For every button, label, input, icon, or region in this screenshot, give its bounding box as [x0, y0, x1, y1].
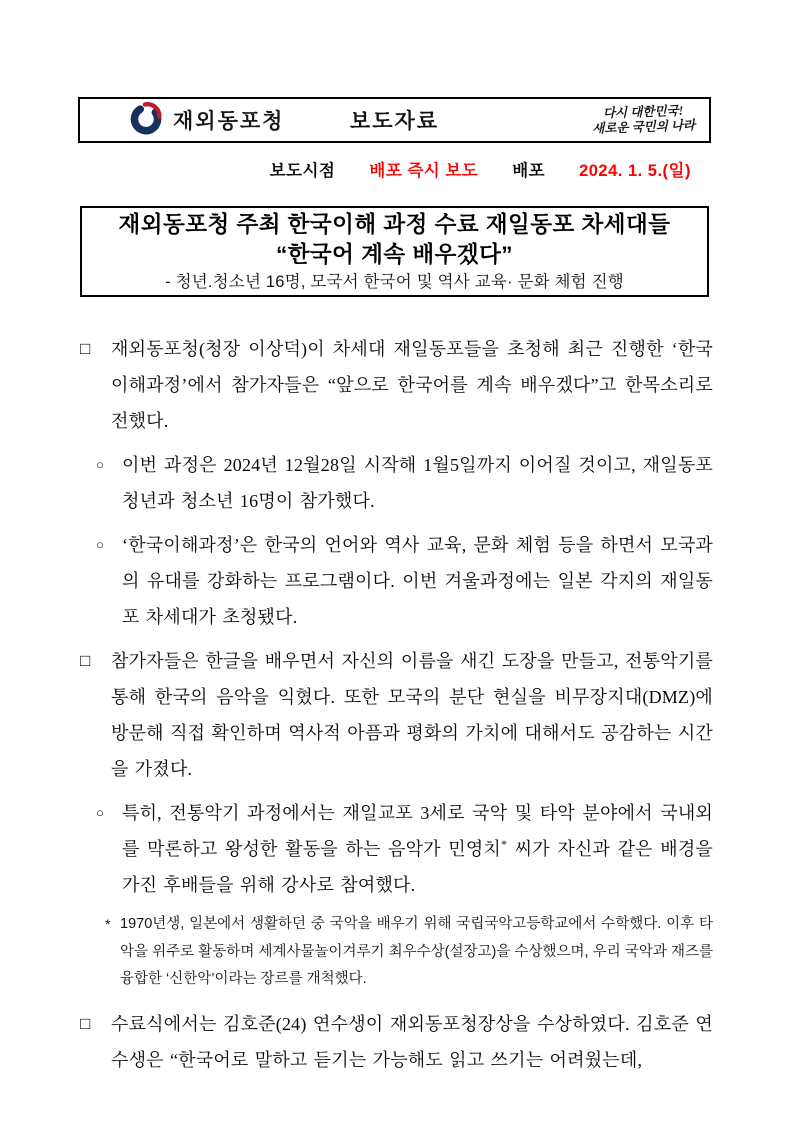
paragraph-5 [80, 795, 713, 903]
paragraph-text [122, 795, 713, 903]
paragraph-text-before-footnote-ref: 특히, 전통악기 과정에서는 재일교포 3세로 국악 및 타악 분야에서 국내외를 막론하고 왕성한 활동을 하는 음악가 민영치 [122, 803, 713, 859]
paragraph-text: 참가자들은 한글을 배우면서 자신의 이름을 새긴 도장을 만들고, 전통악기를 통해 한국의 음악을 익혔다. 또한 모국의 분단 현실을 비무장지대(DMZ)에 방문해 직접 확인하며 역사적 아픔과 평화의 가치에 대해서도 공감하는 시간을 가졌다. [111, 651, 713, 779]
paragraph-text: 이번 과정은 2024년 12월28일 시작해 1월5일까지 이어질 것이고, 재일동포 청년과 청소년 16명이 참가했다. [122, 455, 713, 511]
headline-line1: 재외동포청 주최 한국이해 과정 수료 재일동포 차세대들 [118, 211, 671, 237]
headline-subtitle: - 청년.청소년 16명, 모국서 한국어 및 역사 교육· 문화 체험 진행 [165, 272, 624, 291]
paragraph-text: ‘한국이해과정’은 한국의 언어와 역사 교육, 문화 체험 등을 하면서 모국과의 유대를 강화하는 프로그램이다. 이번 겨울과정에는 일본 각지의 재일동포 차세대가 초청됐다. [122, 535, 713, 627]
footnote-reference-asterisk: * [501, 837, 508, 851]
headline-box [80, 206, 709, 297]
square-bullet-marker: □ [80, 1013, 91, 1033]
document-body [80, 331, 713, 1086]
circle-bullet-marker: ○ [96, 457, 105, 472]
paragraph-2 [80, 447, 713, 519]
square-bullet-marker: □ [80, 339, 91, 358]
footnote-asterisk-marker: * [105, 916, 111, 932]
footnote [80, 911, 713, 994]
distribution-label: 배포 [512, 162, 546, 180]
paragraph-3 [80, 527, 713, 635]
paragraph-text: 수료식에서는 김호준(24) 연수생이 재외동포청장상을 수상하였다. 김호준 연수생은 “한국어로 말하고 듣기는 가능해도 읽고 쓰기는 어려웠는데, [111, 1013, 713, 1070]
release-meta-row [78, 157, 711, 181]
circle-bullet-marker: ○ [96, 805, 105, 820]
distribution-date: 2024. 1. 5.(일) [579, 162, 691, 180]
footnote-text: 1970년생, 일본에서 생활하던 중 국악을 배우기 위해 국립국악고등학교에서 수학했다. 이후 타악을 위주로 활동하며 세계사물놀이겨루기 최우수상(설장고)을 수상했으며, 우리 국악과 재즈를 융합한 ‘신한악’이라는 장르를 개척했다. [120, 916, 713, 987]
paragraph-4 [80, 643, 713, 787]
header-box [78, 97, 711, 143]
slogan-line1: 다시 대한민국! [602, 103, 684, 121]
paragraph-text: 재외동포청(청장 이상덕)이 차세대 재일동포들을 초청해 최근 진행한 ‘한국이해과정’에서 참가자들은 “앞으로 한국어를 계속 배우겠다”고 한목소리로 전했다. [111, 339, 713, 431]
circle-bullet-marker: ○ [96, 537, 105, 552]
paragraph-text-after-footnote-ref: 씨가 자신과 같은 배경을 가진 후배들을 위해 강사로 참여했다. [122, 839, 713, 895]
square-bullet-marker: □ [80, 651, 91, 670]
slogan-line2: 새로운 국민의 나라 [592, 118, 696, 136]
release-timing-value: 배포 즉시 보도 [369, 162, 479, 180]
agency-name: 재외동포청 [173, 109, 285, 133]
government-slogan [592, 103, 696, 137]
release-timing-label: 보도시점 [269, 162, 336, 180]
paragraph-1 [80, 331, 713, 439]
headline-line2: “한국어 계속 배우겠다” [275, 241, 514, 267]
document-type-title: 보도자료 [349, 110, 440, 133]
paragraph-6 [80, 1006, 713, 1078]
